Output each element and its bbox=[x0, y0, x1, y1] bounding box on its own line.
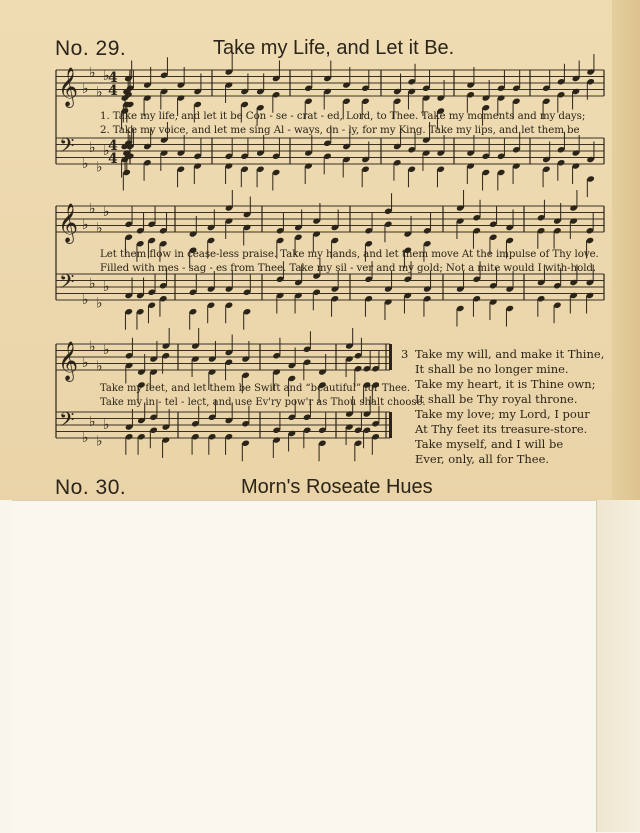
note bbox=[384, 193, 393, 215]
note bbox=[191, 355, 200, 377]
bass-clef-icon: 𝄢 bbox=[59, 408, 75, 436]
note bbox=[189, 274, 198, 296]
flat-icon: ♭ bbox=[89, 200, 96, 217]
note bbox=[342, 156, 351, 178]
hymn-29-title: Take my Life, and Let it Be. bbox=[213, 37, 455, 59]
note bbox=[272, 61, 281, 83]
flat-icon: ♭ bbox=[103, 68, 110, 84]
note bbox=[384, 298, 393, 320]
flat-icon: ♭ bbox=[103, 204, 110, 220]
verse-3-line: Take my love; my Lord, I pour bbox=[415, 407, 590, 421]
note bbox=[304, 162, 313, 184]
note bbox=[537, 227, 546, 249]
flat-icon: ♭ bbox=[89, 64, 96, 81]
flat-icon: ♭ bbox=[96, 295, 103, 312]
note bbox=[225, 217, 234, 239]
note bbox=[512, 162, 521, 184]
note bbox=[272, 169, 281, 191]
hymn-30-number: No. 30. bbox=[55, 476, 127, 499]
time-signature-digit: 4 bbox=[108, 151, 118, 167]
flat-icon: ♭ bbox=[82, 217, 89, 233]
flat-icon: ♭ bbox=[103, 417, 110, 433]
note bbox=[364, 295, 373, 317]
note bbox=[572, 162, 581, 184]
note bbox=[436, 166, 445, 188]
note bbox=[537, 200, 546, 222]
note bbox=[159, 213, 168, 235]
note bbox=[323, 153, 332, 175]
treble-clef-icon: 𝄞 bbox=[58, 203, 79, 243]
note bbox=[303, 427, 312, 449]
note bbox=[147, 274, 156, 296]
note bbox=[323, 61, 332, 83]
verse-3-line: At Thy feet its treasure-store. bbox=[415, 422, 588, 436]
note bbox=[569, 217, 578, 239]
flat-icon: ♭ bbox=[82, 81, 89, 97]
note bbox=[240, 166, 249, 188]
flat-icon: ♭ bbox=[96, 358, 103, 375]
note bbox=[136, 213, 145, 235]
note bbox=[482, 169, 491, 191]
note bbox=[331, 295, 340, 317]
note bbox=[489, 206, 498, 228]
note bbox=[345, 423, 354, 445]
note bbox=[384, 221, 393, 243]
final-barline bbox=[389, 344, 392, 370]
note bbox=[225, 162, 234, 184]
note bbox=[243, 197, 252, 219]
note bbox=[288, 430, 297, 452]
note bbox=[241, 440, 250, 462]
note bbox=[276, 213, 285, 235]
note bbox=[312, 289, 321, 311]
note bbox=[225, 81, 234, 103]
verse-3-number: 3 bbox=[401, 347, 409, 361]
flat-icon: ♭ bbox=[96, 84, 103, 101]
time-signature-digit: 4 bbox=[108, 83, 118, 99]
note bbox=[225, 359, 234, 381]
note bbox=[472, 295, 481, 317]
note bbox=[489, 298, 498, 320]
flat-icon: ♭ bbox=[103, 279, 110, 295]
note bbox=[371, 433, 380, 455]
flat-icon: ♭ bbox=[89, 139, 96, 156]
note bbox=[422, 70, 431, 92]
note bbox=[225, 302, 234, 324]
page-edge-shadow bbox=[612, 0, 640, 500]
note bbox=[276, 292, 285, 314]
note bbox=[256, 166, 265, 188]
note bbox=[363, 351, 372, 373]
note bbox=[147, 302, 156, 324]
note bbox=[241, 406, 250, 428]
note bbox=[225, 138, 234, 160]
flat-icon: ♭ bbox=[82, 430, 89, 446]
note bbox=[569, 292, 578, 314]
note bbox=[225, 335, 234, 357]
note bbox=[177, 166, 186, 188]
note bbox=[586, 213, 595, 235]
flat-icon: ♭ bbox=[89, 275, 96, 292]
note bbox=[537, 295, 546, 317]
note bbox=[354, 412, 363, 434]
verse-3-line: Take myself, and I will be bbox=[415, 437, 564, 451]
note bbox=[160, 88, 169, 110]
note bbox=[191, 433, 200, 455]
note bbox=[304, 70, 313, 92]
verse-3-line: Take my will, and make it Thine, bbox=[415, 347, 605, 361]
note bbox=[423, 295, 432, 317]
verse-3-line: Take my heart, it is Thine own; bbox=[415, 377, 596, 391]
binding-strip bbox=[596, 500, 640, 832]
hymn-30-title: Morn's Roseate Hues bbox=[241, 476, 433, 493]
note bbox=[160, 57, 169, 79]
note bbox=[191, 406, 200, 428]
note bbox=[472, 227, 481, 249]
note bbox=[472, 200, 481, 222]
note bbox=[318, 412, 327, 434]
blank-sheet bbox=[12, 500, 596, 833]
note bbox=[497, 169, 506, 191]
note bbox=[572, 61, 581, 83]
verse-3-line: It shall be Thy royal throne. bbox=[415, 392, 578, 406]
time-signature-digit: 4 bbox=[108, 138, 118, 154]
note bbox=[160, 149, 169, 171]
note bbox=[572, 88, 581, 110]
note bbox=[354, 338, 363, 360]
note bbox=[423, 213, 432, 235]
note bbox=[407, 88, 416, 110]
note bbox=[371, 351, 380, 373]
note bbox=[243, 274, 252, 296]
note bbox=[393, 159, 402, 181]
note bbox=[125, 433, 134, 455]
note bbox=[456, 217, 465, 239]
flat-icon: ♭ bbox=[96, 159, 103, 176]
note bbox=[143, 159, 152, 181]
note bbox=[124, 206, 133, 228]
bass-clef-icon: 𝄢 bbox=[59, 134, 75, 162]
note bbox=[294, 292, 303, 314]
time-signature-digit: 4 bbox=[108, 70, 118, 86]
note bbox=[542, 166, 551, 188]
note bbox=[323, 88, 332, 110]
note bbox=[272, 138, 281, 160]
note bbox=[482, 138, 491, 160]
note bbox=[497, 70, 506, 92]
flat-icon: ♭ bbox=[89, 413, 96, 430]
note bbox=[345, 355, 354, 377]
system-3-verse-1: Take my feet, and let them be Swift and “beautiful” for Thee. bbox=[100, 383, 411, 394]
note bbox=[497, 138, 506, 160]
flat-icon: ♭ bbox=[89, 338, 96, 355]
verse-3-line: It shall be no longer mine. bbox=[415, 362, 569, 376]
note bbox=[505, 305, 514, 327]
note bbox=[361, 70, 370, 92]
flat-icon: ♭ bbox=[82, 355, 89, 371]
system-1-verse-2: 2. Take my voice, and let me sing Al - ways, on - ly, for my King. Take my lips, and let them be bbox=[100, 124, 580, 136]
note bbox=[318, 440, 327, 462]
flat-icon: ♭ bbox=[96, 220, 103, 237]
system-2-verse-2: Filled with mes - sag - es from Thee. Take my sil - ver and my gold; Not a mite would I with-hold. bbox=[100, 262, 597, 274]
note bbox=[193, 138, 202, 160]
note bbox=[137, 433, 146, 455]
note bbox=[586, 292, 595, 314]
music-system-2 bbox=[0, 196, 612, 326]
note bbox=[361, 166, 370, 188]
note bbox=[364, 213, 373, 235]
note bbox=[542, 70, 551, 92]
note bbox=[422, 149, 431, 171]
flat-icon: ♭ bbox=[96, 433, 103, 450]
note bbox=[162, 436, 171, 458]
note bbox=[149, 427, 158, 449]
system-1-verse-1: 1. Take my life, and let it be Con - se - crat - ed, Lord, to Thee. Take my moments and my days; bbox=[100, 110, 586, 122]
note bbox=[456, 305, 465, 327]
treble-clef-icon: 𝄞 bbox=[58, 67, 79, 107]
final-barline bbox=[389, 412, 392, 438]
note bbox=[207, 302, 216, 324]
note bbox=[243, 224, 252, 246]
note bbox=[557, 159, 566, 181]
flat-icon: ♭ bbox=[103, 143, 110, 159]
flat-icon: ♭ bbox=[103, 342, 110, 358]
flat-icon: ♭ bbox=[82, 156, 89, 172]
note bbox=[125, 362, 134, 384]
note bbox=[272, 436, 281, 458]
note bbox=[272, 338, 281, 360]
note bbox=[240, 138, 249, 160]
note bbox=[557, 64, 566, 86]
system-2-verse-1: Let them flow in cease-less praise. Take my hands, and let them move At the impulse of Thy love. bbox=[100, 248, 599, 260]
note bbox=[303, 359, 312, 381]
note bbox=[512, 70, 521, 92]
note bbox=[122, 169, 131, 191]
system-3-verse-2: Take my in - tel - lect, and use Ev'ry pow'r as Thou shalt choose. bbox=[100, 397, 426, 408]
hymn-29-number: No. 29. bbox=[55, 37, 127, 60]
note bbox=[225, 433, 234, 455]
note bbox=[403, 292, 412, 314]
note bbox=[147, 206, 156, 228]
note bbox=[553, 227, 562, 249]
note bbox=[303, 331, 312, 353]
note bbox=[125, 338, 134, 360]
note bbox=[466, 162, 475, 184]
verse-3-line: Ever, only, all for Thee. bbox=[415, 452, 550, 466]
note bbox=[272, 412, 281, 434]
note bbox=[553, 302, 562, 324]
flat-icon: ♭ bbox=[82, 292, 89, 308]
bass-clef-icon: 𝄢 bbox=[59, 270, 75, 298]
note bbox=[193, 162, 202, 184]
note bbox=[124, 61, 133, 83]
note bbox=[159, 295, 168, 317]
note bbox=[354, 440, 363, 462]
note bbox=[371, 406, 380, 428]
note bbox=[208, 433, 217, 455]
note bbox=[407, 166, 416, 188]
note bbox=[407, 64, 416, 86]
note bbox=[363, 427, 372, 449]
treble-clef-icon: 𝄞 bbox=[58, 341, 79, 381]
